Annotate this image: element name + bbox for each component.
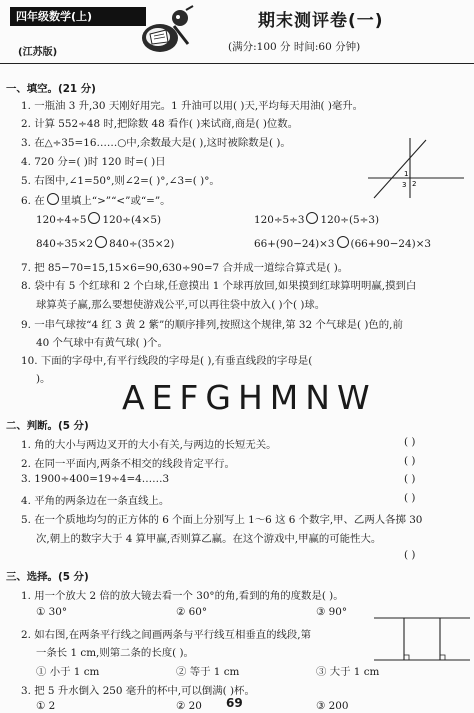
answer-circle[interactable] [337, 236, 349, 248]
judge-5-answer[interactable]: ( ) [404, 549, 416, 561]
choice-3-opt-a[interactable]: ① 2 [36, 700, 56, 712]
angle-figure [366, 138, 466, 200]
expr: 840÷35×2 [36, 238, 94, 250]
exam-info: (满分:100 分 时间:60 分钟) [228, 41, 361, 53]
expr: 120÷(4×5) [102, 214, 162, 226]
section3-heading: 三、选择。(5 分) [6, 571, 89, 583]
letters-display: AEFGHMNW [122, 378, 377, 417]
expr: 120÷5÷3 [254, 214, 305, 226]
judge-1-answer[interactable]: ( ) [404, 436, 416, 448]
answer-circle[interactable] [95, 236, 107, 248]
compare-row-2-right [254, 236, 431, 250]
q1-6-prefix: 6. 在 [21, 195, 45, 207]
choice-1-opt-c[interactable]: ③ 90° [316, 606, 348, 618]
q1-2: 2. 计算 552÷48 时,把除数 48 看作( )来试商,商是( )位数。 [21, 118, 299, 130]
page-number: 69 [226, 696, 243, 710]
judge-3-answer[interactable]: ( ) [404, 473, 416, 485]
judge-2: 2. 在同一平面内,两条不相交的线段肯定平行。 [21, 458, 235, 470]
q1-4: 4. 720 分=( )时 120 时=( )日 [21, 156, 166, 168]
judge-5a: 5. 在一个质地均匀的正方体的 6 个面上分别写上 1～6 这 6 个数字,甲、乙两人各掷 30 [21, 514, 423, 526]
section1-heading: 一、填空。(21 分) [6, 83, 96, 95]
q1-6-tail: 里填上“>”“<”或“=”。 [60, 195, 171, 207]
parallel-lines-figure [374, 614, 470, 664]
q1-6 [21, 192, 171, 207]
judge-3: 3. 1900÷400=19÷4=4……3 [21, 473, 170, 485]
angle-label-1: 1 [404, 170, 409, 178]
choice-1-opt-b[interactable]: ② 60° [176, 606, 208, 618]
section2-heading: 二、判断。(5 分) [6, 420, 89, 432]
judge-1: 1. 角的大小与两边叉开的大小有关,与两边的长短无关。 [21, 439, 277, 451]
q1-8a: 8. 袋中有 5 个红球和 2 个白球,任意摸出 1 个球再放回,如果摸到红球算明明赢,摸到白 [21, 280, 417, 292]
q1-1: 1. 一瓶油 3 升,30 天刚好用完。1 升油可以用( )天,平均每天用油( )毫升。 [21, 100, 364, 112]
judge-5b: 次,朝上的数字大于 4 算甲赢,否则算乙赢。在这个游戏中,甲赢的可能性大。 [36, 533, 382, 545]
q1-10a: 10. 下面的字母中,有平行线段的字母是( ),有垂直线段的字母是( [21, 355, 313, 367]
q1-10b: )。 [36, 373, 51, 385]
answer-circle[interactable] [88, 212, 100, 224]
grade-badge: 四年级数学(上) [10, 7, 146, 26]
choice-2b: 一条长 1 cm,则第二条的长度( )。 [36, 647, 194, 659]
choice-3-opt-c[interactable]: ③ 200 [316, 700, 349, 712]
q1-7: 7. 把 85−70=15,15×6=90,630÷90=7 合并成一道综合算式是( )。 [21, 262, 349, 274]
q1-3: 3. 在△÷35=16……○中,余数最大是( ),这时被除数是( )。 [21, 137, 291, 149]
judge-4: 4. 平角的两条边在一条直线上。 [21, 495, 170, 507]
compare-circle [47, 193, 59, 205]
q1-9b: 40 个气球中有黄气球( )个。 [36, 337, 168, 349]
compare-row-2-left [36, 236, 174, 250]
compare-row-1-left [36, 212, 161, 226]
expr: 120÷4÷5 [36, 214, 87, 226]
choice-3: 3. 把 5 升水倒入 250 毫升的杯中,可以倒满( )杯。 [21, 685, 255, 697]
choice-2-opt-a[interactable]: ① 小于 1 cm [36, 666, 100, 678]
expr: (66+90−24)×3 [350, 238, 432, 250]
page-title: 期末测评卷(一) [258, 11, 384, 31]
choice-2a: 2. 如右图,在两条平行线之间画两条与平行线互相垂直的线段,第 [21, 629, 311, 641]
angle-label-2: 2 [412, 180, 417, 188]
judge-4-answer[interactable]: ( ) [404, 492, 416, 504]
compare-row-1-right [254, 212, 379, 226]
choice-2-opt-b[interactable]: ② 等于 1 cm [176, 666, 240, 678]
choice-3-opt-b[interactable]: ② 20 [176, 700, 202, 712]
q1-5: 5. 右图中,∠1=50°,则∠2=( )°,∠3=( )°。 [21, 175, 220, 187]
angle-label-3: 3 [402, 181, 407, 189]
q1-8b: 球算英子赢,那么要想使游戏公平,可以再往袋中放入( )个( )球。 [36, 299, 326, 311]
mascot-illustration [136, 4, 196, 56]
choice-1: 1. 用一个放大 2 倍的放大镜去看一个 30°的角,看到的角的度数是( )。 [21, 590, 344, 602]
expr: 120÷(5÷3) [320, 214, 380, 226]
expr: 840÷(35×2) [109, 238, 175, 250]
header-divider [0, 63, 474, 64]
choice-1-opt-a[interactable]: ① 30° [36, 606, 68, 618]
answer-circle[interactable] [306, 212, 318, 224]
edition-label: (江苏版) [18, 47, 58, 58]
choice-2-opt-c[interactable]: ③ 大于 1 cm [316, 666, 380, 678]
q1-9a: 9. 一串气球按“4 红 3 黄 2 紫”的顺序排列,按照这个规律,第 32 个气球是( )色的,前 [21, 319, 403, 331]
expr: 66+(90−24)×3 [254, 238, 335, 250]
judge-2-answer[interactable]: ( ) [404, 455, 416, 467]
